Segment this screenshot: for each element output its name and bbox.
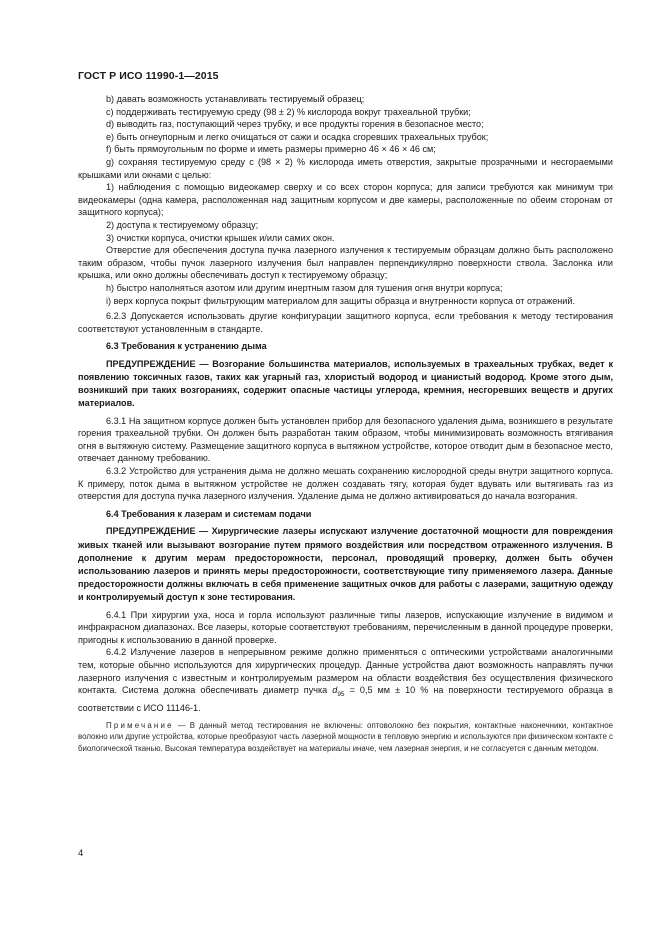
- paragraph-6-3-1: 6.3.1 На защитном корпусе должен быть установлен прибор для безопасного удаления дыма, возникшего в результате горения трахеальной трубки. Он должен быть разработан таким образом, чтобы минимизировать возможность втягивания огня в вытяжную систему. Размещение защитного корпуса в вытяжном устройстве, которое отводит дым в безопасное место, отвечает данному требованию.: [78, 415, 613, 464]
- section-heading-6-3: 6.3 Требования к устранению дыма: [106, 341, 267, 352]
- note: [78, 720, 613, 754]
- paragraph-6-4-2: [78, 646, 613, 714]
- warning-smoke: ПРЕДУПРЕЖДЕНИЕ — Возгорание большинства материалов, используемых в трахеальных трубках, ведет к появлению токсичных газов, таких как угарный газ, хлористый водород и цианистый водород. Кроме этого дым, возникший при таких возгораниях, содержит опасные частицы углерода, кремния, несгоревших веществ и других материалов.: [78, 358, 613, 409]
- warning-lasers: ПРЕДУПРЕЖДЕНИЕ — Хирургические лазеры испускают излучение достаточной мощности для повреждения живых тканей или вызывают возгорание путем прямого воздействия или посредством отраженного излучения. В дополнение к другим мерам предосторожности, персонал, проводящий проверку, должен быть обучен использованию лазеров и принять меры предосторожности, соответствующие типу применяемого лазера. Данные предосторожности должны включать в себя применение защитных очков для работы с лазерами, защитную одежду и контролируемый доступ к зоне тестирования.: [78, 526, 613, 603]
- list-item-b: b) давать возможность устанавливать тестируемый образец;: [106, 94, 365, 104]
- list-item-g: g) сохраняя тестируемую среду с (98 × 2) % кислорода иметь отверстия, закрытые прозрачными и несгораемыми крышками или окнами с целью:: [78, 156, 613, 180]
- list-item-c: c) поддерживать тестируемую среду (98 ± 2) % кислорода вокруг трахеальной трубки;: [106, 106, 471, 117]
- paragraph-6-3-2: 6.3.2 Устройство для устранения дыма не должно мешать сохранению кислородной среды внутри защитного корпуса. К примеру, поток дыма в вытяжном устройстве не должен создавать тягу, которая будет вдувать или вытягивать газ из отверстия для доступа пучка лазерного излучения. Удаление дыма не должно активироваться до начала возгорания.: [78, 466, 613, 502]
- paragraph-opening: Отверстие для обеспечения доступа пучка лазерного излучения к тестируемым образцам должно быть расположено таким образом, чтобы пучок лазерного излучения был направлен перпендикулярно поверхности ствола. Заслонка или крышка, или окно должны обеспечивать доступ к тестируемому образцу;: [78, 245, 613, 281]
- note-label: Примечание: [106, 721, 174, 731]
- sublist-item-2: 2) доступа к тестируемому образцу;: [106, 219, 259, 230]
- paragraph-6-4-1: 6.4.1 При хирургии уха, носа и горла используют различные типы лазеров, испускающие излучение в видимом и инфракрасном диапазонах. Все лазеры, которые соответствуют требованиям, перечисленным в данной процедуре проверки, пригодны к использованию в данной проверке.: [78, 609, 613, 645]
- list-item-i: i) верх корпуса покрыт фильтрующим материалом для защиты образца и внутренности корпуса от отражений.: [106, 295, 575, 306]
- page-header: ГОСТ Р ИСО 11990-1—2015: [78, 70, 219, 82]
- paragraph-6-2-3: 6.2.3 Допускается использовать другие конфигурации защитного корпуса, если требования к методу тестирования соответствуют установленным в стандарте.: [78, 311, 613, 334]
- page-number: 4: [78, 848, 84, 859]
- list-item-f: f) быть прямоугольным по форме и иметь размеры примерно 46 × 46 × 46 см;: [106, 144, 436, 155]
- paragraph-6-4-2-text: 6.4.2 Излучение лазеров в непрерывном режиме должно применяться с оптическими устройствами аналогичными тем, которые обычно используются для хирургических процедур. Данные устройства дают возможность направлять пучки лазерного излучения с известным и контролируемым размером на области воздействия без осуществления физического контакта. Система должна обеспечивать диаметр пучка: [78, 647, 613, 696]
- note-text: — В данный метод тестирования не включены: оптоволокно без покрытия, контактные наконечники, контактное волокно или другие устройства, которые преобразуют часть лазерной мощности в тепловую энергию и используются при физическом контакте с биологической тканью. Высокая температура воздействует на материалы иначе, чем лазерная энергия, и не согласуется с данным методом.: [78, 721, 613, 753]
- list-item-d: d) выводить газ, поступающий через трубку, и все продукты горения в безопасное место;: [106, 119, 484, 130]
- page-body: [78, 93, 613, 754]
- sublist-item-3: 3) очистки корпуса, очистки крышек и/или самих окон.: [106, 232, 335, 243]
- beam-diameter-subscript: 95: [337, 691, 345, 699]
- beam-diameter-symbol: d: [332, 685, 338, 696]
- list-item-e: e) быть огнеупорным и легко очищаться от сажи и осадка сгоревших трахеальных трубок;: [106, 131, 489, 142]
- sublist-item-1: 1) наблюдения с помощью видеокамер сверху и со всех сторон корпуса; для записи требуются как минимум три видеокамеры (одна камера, расположенная над защитным корпусом и две камеры, расположенные по обеим сторонам от защитного корпуса);: [78, 182, 613, 218]
- list-item-h: h) быстро наполняться азотом или другим инертным газом для тушения огня внутри корпуса;: [106, 282, 503, 293]
- paragraph-6-4-2-text-end: = 0,5 мм ± 10 % на поверхности тестируемого образца в соответствии с ИСО 11146-1.: [78, 685, 614, 713]
- section-heading-6-4: 6.4 Требования к лазерам и системам подачи: [106, 508, 312, 519]
